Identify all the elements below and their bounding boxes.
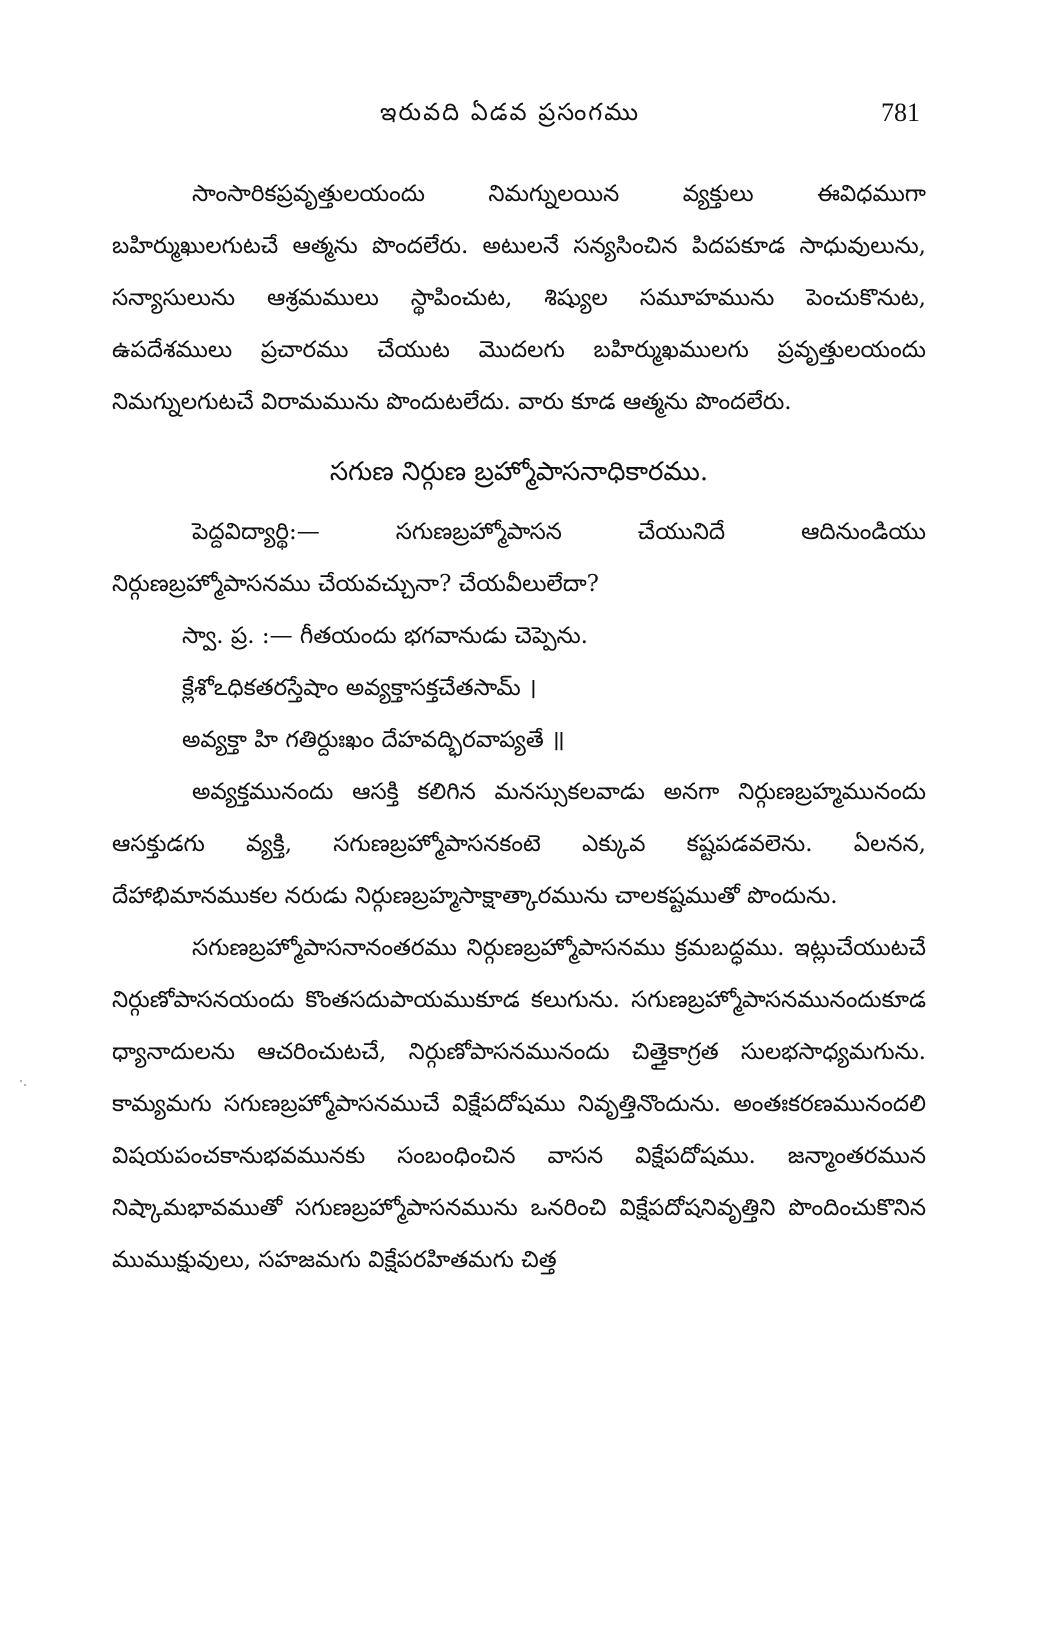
- section-heading: సగుణ నిర్గుణ బ్రహ్మోపాసనాధికారము.: [329, 457, 709, 487]
- paragraph-1: సాంసారికప్రవృత్తులయందు నిమగ్నులయిన వ్యక్తులు ఈవిధముగా బహిర్ముఖులగుటచే ఆత్మను పొందలేరు. అటులనే సన్యసించిన పిదపకూడ సాధువులును, సన్యాసులును ఆశ్రమములు స్థాపించుట, శిష్యుల సమూహమును పెంచుకొనుట, ఉపదేశములు ప్రచారము చేయుట మొదలగు బహిర్ముఖములగు ప్రవృత్తులయందు నిమగ్నులగుటచే విరామమును పొందుటలేదు. వారు కూడ ఆత్మను పొందలేరు.: [112, 181, 926, 415]
- question-paragraph: పెద్దవిద్యార్థి:— సగుణబ్రహ్మోపాసన చేయునిదే ఆదినుండియు నిర్గుణబ్రహ్మోపాసనము చేయవచ్చునా? చేయవీలులేదా?: [112, 519, 926, 597]
- verse-line-1: క్లేశోఽధికతరస్తేషాం అవ్యక్తాసక్తచేతసామ్ ।: [182, 675, 537, 701]
- answer-intro: స్వా. ప్ర. :— గీతయందు భగవానుడు చెప్పెను.: [182, 623, 588, 649]
- scan-specks: [20, 1080, 26, 1086]
- page-number: 781: [881, 98, 920, 127]
- running-head: [100, 98, 920, 138]
- scan-speck: [20, 1080, 22, 1082]
- paragraph-2: అవ్యక్తమునందు ఆసక్తి కలిగిన మనస్సుకలవాడు అనగా నిర్గుణబ్రహ్మమునందు ఆసక్తుడగు వ్యక్తి, సగుణబ్రహ్మోపాసనకంటె ఎక్కువ కష్టపడవలెను. ఏలనన, దేహాభిమానముకల నరుడు నిర్గుణబ్రహ్మసాక్షాత్కారమును చాలకష్టముతో పొందును.: [112, 779, 926, 909]
- verse-line-2: అవ్యక్తా హి గతిర్దుఃఖం దేహవద్భిరవాప్యతే ॥: [182, 727, 565, 753]
- scan-speck: [24, 1084, 26, 1086]
- paragraph-3: సగుణబ్రహ్మోపాసనానంతరము నిర్గుణబ్రహ్మోపాసనము క్రమబద్ధము. ఇట్లుచేయుటచే నిర్గుణోపాసనయందు కొంతసదుపాయముకూడ కలుగును. సగుణబ్రహ్మోపాసనమునందుకూడ ధ్యానాదులను ఆచరించుటచే, నిర్గుణోపాసనమునందు చిత్తైకాగ్రత సులభసాధ్యమగును. కామ్యమగు సగుణబ్రహ్మోపాసనముచే విక్షేపదోషము నివృత్తినొందును. అంతఃకరణమునందలి విషయపంచకానుభవమునకు సంబంధించిన వాసన విక్షేపదోషము. జన్మాంతరమున నిష్కామభావముతో సగుణబ్రహ్మోపాసనమును ఒనరించి విక్షేపదోషనివృత్తిని పొందించుకొనిన ముముక్షువులు, సహజమగు విక్షేపరహితమగు చిత్త: [112, 935, 926, 1273]
- chapter-title: ఇరువది ఏడవ ప్రసంగము: [380, 98, 640, 126]
- body-text: [112, 168, 926, 1286]
